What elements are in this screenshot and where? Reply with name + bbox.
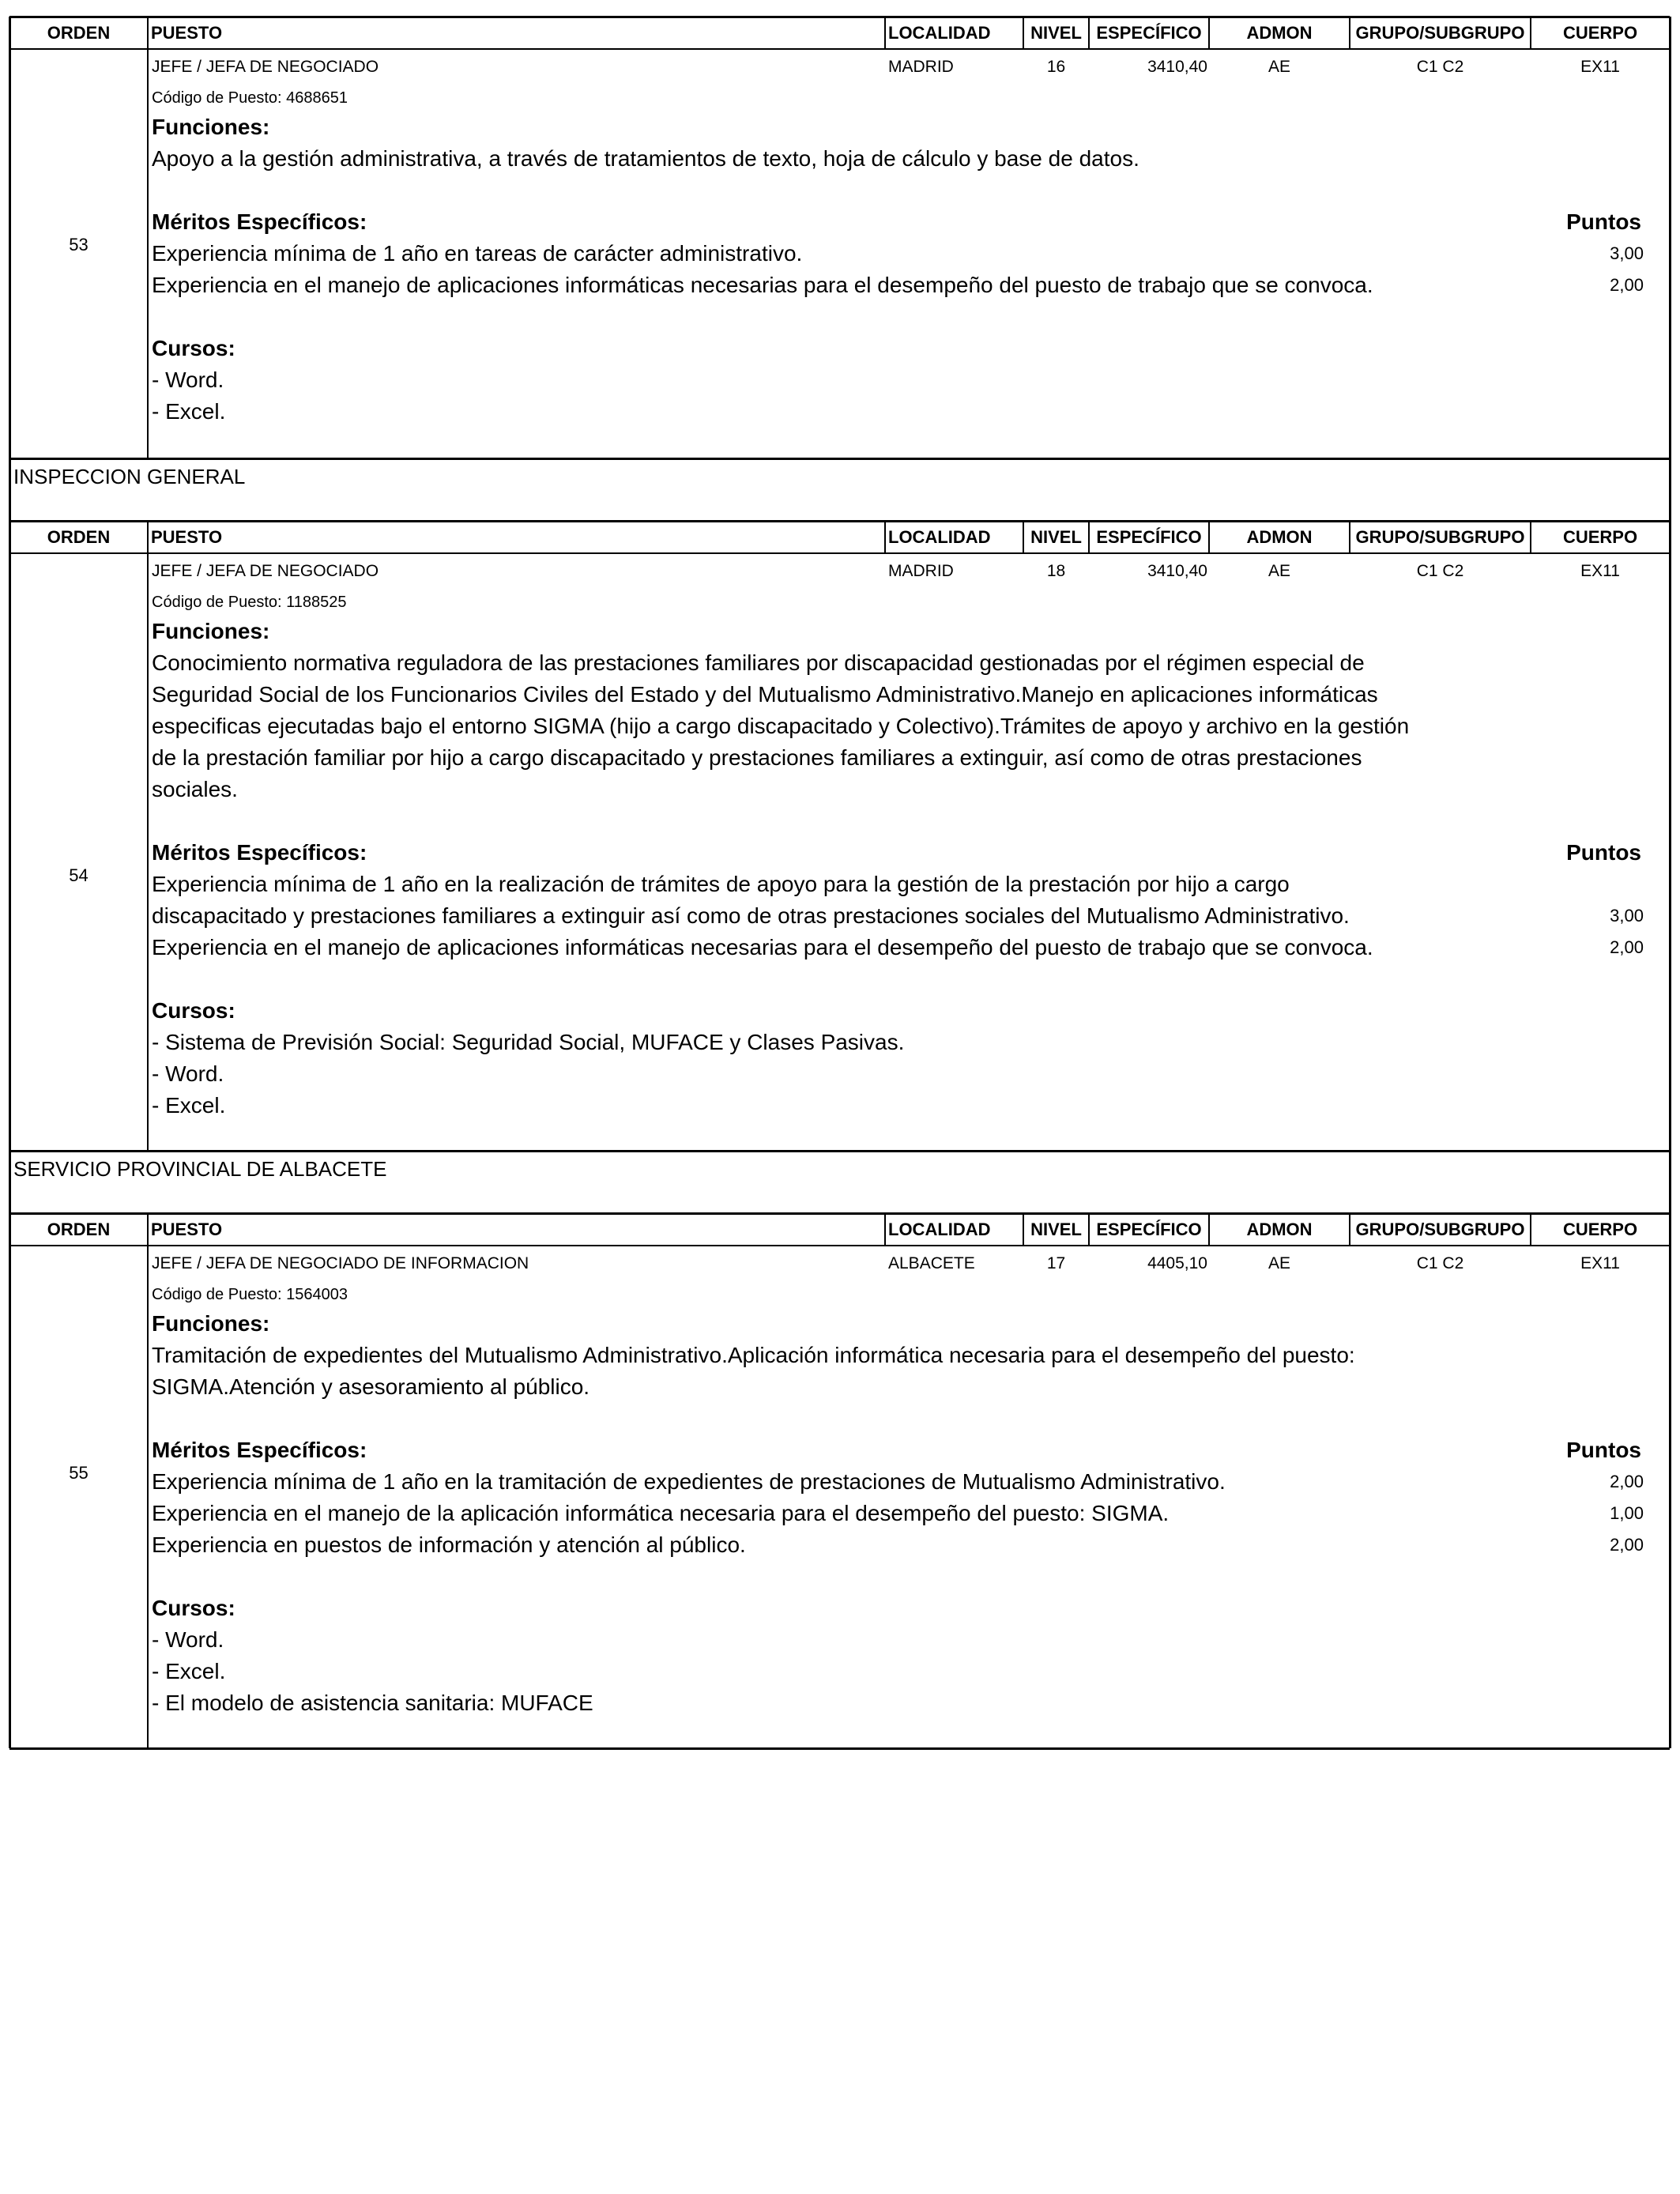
merito-text: Experiencia en el manejo de la aplicación informática necesaria para el desempeño del puesto: SIGMA. — [152, 1501, 1170, 1525]
column-header-localidad: LOCALIDAD — [888, 1220, 991, 1239]
section-border-right — [1669, 458, 1671, 521]
merito-text: discapacitado y prestaciones familiares a extinguir así como de otras prestaciones sociales del Mutualismo Administrativo. — [152, 903, 1350, 928]
value-admon: AE — [1268, 58, 1290, 76]
merito-text: Experiencia en puestos de información y atención al público. — [152, 1532, 746, 1557]
curso-item: - Word. — [152, 1627, 224, 1652]
table-bottom-rule — [9, 1747, 1670, 1750]
cursos-label: Cursos: — [152, 336, 235, 360]
column-header-especifico: ESPECÍFICO — [1096, 23, 1202, 43]
funciones-text: SIGMA.Atención y asesoramiento al público. — [152, 1374, 590, 1399]
codigo-puesto: Código de Puesto: 4688651 — [152, 89, 348, 107]
header-bottom-rule — [9, 1245, 1670, 1246]
orden-number: 54 — [69, 865, 89, 885]
header-divider — [884, 1213, 886, 1246]
header-divider — [147, 521, 149, 553]
puntos-label: Puntos — [1566, 840, 1641, 865]
header-top-rule — [9, 520, 1670, 522]
value-cuerpo: EX11 — [1580, 58, 1620, 76]
column-header-cuerpo: CUERPO — [1562, 527, 1638, 547]
cursos-label: Cursos: — [152, 998, 235, 1023]
curso-item: - Excel. — [152, 399, 226, 424]
merito-text: Experiencia mínima de 1 año en tareas de carácter administrativo. — [152, 241, 803, 266]
value-nivel: 17 — [1046, 1254, 1066, 1272]
header-divider — [884, 521, 886, 553]
meritos-label: Méritos Específicos: — [152, 1438, 367, 1462]
column-header-nivel: NIVEL — [1030, 1220, 1082, 1239]
column-header-admon: ADMON — [1246, 1220, 1313, 1239]
merito-text: Experiencia mínima de 1 año en la realización de trámites de apoyo para la gestión de la prestación por hijo a cargo — [152, 872, 1290, 896]
column-header-nivel: NIVEL — [1030, 23, 1082, 43]
value-localidad: ALBACETE — [888, 1254, 975, 1272]
column-header-puesto: PUESTO — [151, 527, 223, 547]
section-border-right — [1669, 1151, 1671, 1213]
value-especifico: 3410,40 — [1147, 58, 1207, 76]
column-header-orden: ORDEN — [47, 23, 111, 43]
table-border-right — [1669, 521, 1671, 1151]
column-header-grupo: GRUPO/SUBGRUPO — [1355, 527, 1525, 547]
column-header-nivel: NIVEL — [1030, 527, 1082, 547]
header-divider — [147, 17, 149, 49]
puesto-name: JEFE / JEFA DE NEGOCIADO — [152, 562, 379, 580]
column-header-localidad: LOCALIDAD — [888, 527, 991, 547]
section-border-left — [9, 1151, 11, 1213]
orden-column-divider — [147, 49, 149, 458]
orden-number: 55 — [69, 1463, 89, 1483]
merito-puntos: 3,00 — [1610, 906, 1644, 925]
funciones-text: Seguridad Social de los Funcionarios Civiles del Estado y del Mutualismo Administrativo.Manejo en aplicaciones informáticas — [152, 682, 1378, 707]
column-header-grupo: GRUPO/SUBGRUPO — [1355, 1220, 1525, 1239]
merito-puntos: 2,00 — [1610, 937, 1644, 957]
value-grupo: C1 C2 — [1416, 58, 1464, 76]
column-header-admon: ADMON — [1246, 527, 1313, 547]
puntos-label: Puntos — [1566, 1438, 1641, 1462]
table-bottom-rule — [9, 458, 1670, 460]
column-header-orden: ORDEN — [47, 527, 111, 547]
merito-puntos: 3,00 — [1610, 243, 1644, 263]
codigo-puesto: Código de Puesto: 1188525 — [152, 594, 347, 611]
value-grupo: C1 C2 — [1416, 562, 1464, 580]
value-nivel: 18 — [1046, 562, 1066, 580]
funciones-label: Funciones: — [152, 1311, 270, 1336]
table-border-left — [9, 521, 11, 1151]
value-cuerpo: EX11 — [1580, 1254, 1620, 1272]
puesto-name: JEFE / JEFA DE NEGOCIADO DE INFORMACION — [152, 1254, 529, 1272]
column-header-orden: ORDEN — [47, 1220, 111, 1239]
column-header-cuerpo: CUERPO — [1562, 1220, 1638, 1239]
funciones-text: de la prestación familiar por hijo a cargo discapacitado y prestaciones familiares a extinguir, así como de otras prestaciones — [152, 745, 1362, 770]
column-header-admon: ADMON — [1246, 23, 1313, 43]
table-border-right — [1669, 1213, 1671, 1748]
curso-item: - Word. — [152, 1061, 224, 1086]
column-header-puesto: PUESTO — [151, 1220, 223, 1239]
puesto-name: JEFE / JEFA DE NEGOCIADO — [152, 58, 379, 76]
header-top-rule — [9, 1212, 1670, 1215]
funciones-label: Funciones: — [152, 115, 270, 139]
table-border-right — [1669, 17, 1671, 458]
codigo-puesto: Código de Puesto: 1564003 — [152, 1286, 348, 1303]
column-header-puesto: PUESTO — [151, 23, 223, 43]
orden-column-divider — [147, 553, 149, 1151]
header-top-rule — [9, 16, 1670, 18]
value-grupo: C1 C2 — [1416, 1254, 1464, 1272]
curso-item: - Word. — [152, 368, 224, 392]
meritos-label: Méritos Específicos: — [152, 209, 367, 234]
column-header-grupo: GRUPO/SUBGRUPO — [1355, 23, 1525, 43]
column-header-localidad: LOCALIDAD — [888, 23, 991, 43]
value-admon: AE — [1268, 562, 1290, 580]
funciones-text: especificas ejecutadas bajo el entorno SIGMA (hijo a cargo discapacitado y Colectivo).Trámites de apoyo y archivo en la gestión — [152, 714, 1410, 738]
header-bottom-rule — [9, 48, 1670, 50]
header-divider — [884, 17, 886, 49]
column-header-especifico: ESPECÍFICO — [1096, 527, 1202, 547]
curso-item: - El modelo de asistencia sanitaria: MUFACE — [152, 1691, 593, 1715]
table-bottom-rule — [9, 1150, 1670, 1152]
column-header-cuerpo: CUERPO — [1562, 23, 1638, 43]
curso-item: - Excel. — [152, 1093, 226, 1118]
funciones-text: Conocimiento normativa reguladora de las prestaciones familiares por discapacidad gestionadas por el régimen especial de — [152, 650, 1365, 675]
merito-text: Experiencia en el manejo de aplicaciones informáticas necesarias para el desempeño del puesto de trabajo que se convoca. — [152, 273, 1373, 297]
section-border-left — [9, 458, 11, 521]
merito-puntos: 1,00 — [1610, 1503, 1644, 1523]
value-localidad: MADRID — [888, 58, 954, 76]
value-localidad: MADRID — [888, 562, 954, 580]
value-especifico: 3410,40 — [1147, 562, 1207, 580]
orden-number: 53 — [69, 235, 89, 254]
column-header-especifico: ESPECÍFICO — [1096, 1220, 1202, 1239]
header-divider — [147, 1213, 149, 1246]
funciones-text: sociales. — [152, 777, 238, 801]
value-nivel: 16 — [1046, 58, 1066, 76]
merito-puntos: 2,00 — [1610, 1472, 1644, 1491]
puntos-label: Puntos — [1566, 209, 1641, 234]
curso-item: - Sistema de Previsión Social: Seguridad Social, MUFACE y Clases Pasivas. — [152, 1030, 905, 1054]
merito-puntos: 2,00 — [1610, 1535, 1644, 1555]
merito-text: Experiencia mínima de 1 año en la tramitación de expedientes de prestaciones de Mutualismo Administrativo. — [152, 1469, 1226, 1494]
value-cuerpo: EX11 — [1580, 562, 1620, 580]
merito-puntos: 2,00 — [1610, 275, 1644, 295]
funciones-text: Tramitación de expedientes del Mutualismo Administrativo.Aplicación informática necesaria para el desempeño del puesto: — [152, 1343, 1355, 1367]
section-title: INSPECCION GENERAL — [13, 465, 246, 488]
header-bottom-rule — [9, 552, 1670, 554]
value-especifico: 4405,10 — [1147, 1254, 1207, 1272]
funciones-label: Funciones: — [152, 619, 270, 643]
section-title: SERVICIO PROVINCIAL DE ALBACETE — [13, 1157, 387, 1181]
funciones-text: Apoyo a la gestión administrativa, a través de tratamientos de texto, hoja de cálculo y base de datos. — [152, 146, 1139, 171]
meritos-label: Méritos Específicos: — [152, 840, 367, 865]
merito-text: Experiencia en el manejo de aplicaciones informáticas necesarias para el desempeño del puesto de trabajo que se convoca. — [152, 935, 1373, 959]
cursos-label: Cursos: — [152, 1596, 235, 1620]
curso-item: - Excel. — [152, 1659, 226, 1683]
value-admon: AE — [1268, 1254, 1290, 1272]
orden-column-divider — [147, 1246, 149, 1748]
